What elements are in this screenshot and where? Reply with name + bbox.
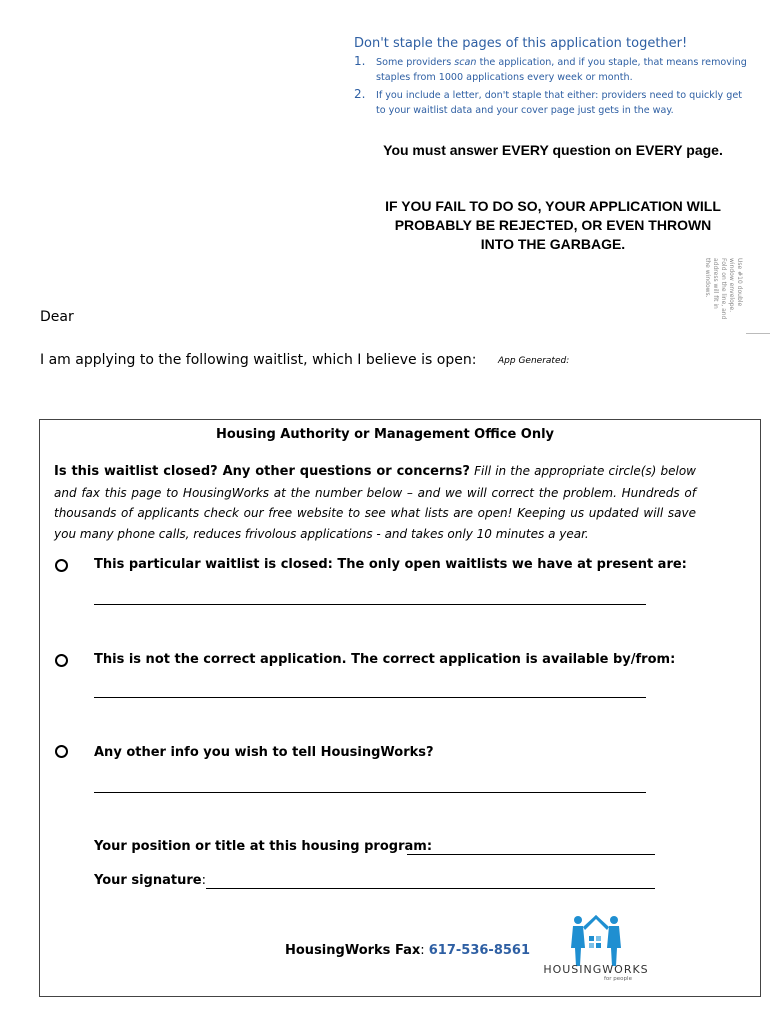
fax-number: 617-536-8561 (428, 943, 530, 958)
signature-line[interactable] (206, 888, 655, 889)
signature-label: Your signature: (94, 873, 206, 888)
fold-mark (746, 333, 770, 334)
app-generated-label: App Generated: (498, 356, 570, 366)
answer-every-question-warning: You must answer EVERY question on EVERY page. (383, 142, 723, 158)
incorrect-application-radio[interactable] (55, 654, 68, 667)
position-title-line[interactable] (407, 854, 655, 855)
closed-waitlist-radio[interactable] (55, 559, 68, 572)
closed-waitlist-label: This particular waitlist is closed: The only open waitlists we have at present are: (94, 557, 687, 572)
staple-notice-list (354, 55, 754, 121)
other-info-line[interactable] (94, 792, 646, 793)
logo-tagline: for people (604, 976, 632, 982)
applying-statement: I am applying to the following waitlist, which I believe is open: (40, 352, 477, 368)
housingworks-logo-text: HOUSINGWORKS (543, 963, 649, 976)
correct-application-line[interactable] (94, 697, 646, 698)
staple-notice-title: Don't staple the pages of this application together! (354, 36, 688, 51)
open-waitlists-line[interactable] (94, 604, 646, 605)
other-info-radio[interactable] (55, 745, 68, 758)
house-people-icon (540, 910, 652, 990)
notice-item-2: 2. If you include a letter, don't staple that either: providers need to quickly get to your waitlist data and your cover page just gets in the way. (354, 87, 742, 116)
other-info-label: Any other info you wish to tell HousingWorks? (94, 745, 434, 760)
notice-item-1: 1. Some providers scan the application, and if you staple, that means removing staples from 1000 applications every week or month. (354, 54, 747, 83)
incorrect-application-label: This is not the correct application. The correct application is available by/from: (94, 652, 676, 667)
position-title-label: Your position or title at this housing program: (94, 839, 433, 854)
envelope-fold-note: Use #10 double window envelope. Fold on the line, and address will fit in the windows. (704, 258, 743, 320)
letter-salutation: Dear (40, 309, 74, 325)
rejection-warning: IF YOU FAIL TO DO SO, YOUR APPLICATION WILL PROBABLY BE REJECTED, OR EVEN THROWN INTO THE GARBAGE. (385, 198, 721, 252)
housingworks-fax: HousingWorks Fax: 617-536-8561 (285, 943, 530, 958)
office-instructions: Is this waitlist closed? Any other questions or concerns? Fill in the appropriate circle(s) below and fax this page to HousingWorks at the number below – and we will correct the problem. Hundreds of thousands of applicants check our free website to see what lists are open! Keeping us updated will save you many phone calls, reduces frivolous applications - and takes only 10 minutes a year. (54, 464, 696, 541)
office-box-title: Housing Authority or Management Office Only (215, 427, 555, 442)
